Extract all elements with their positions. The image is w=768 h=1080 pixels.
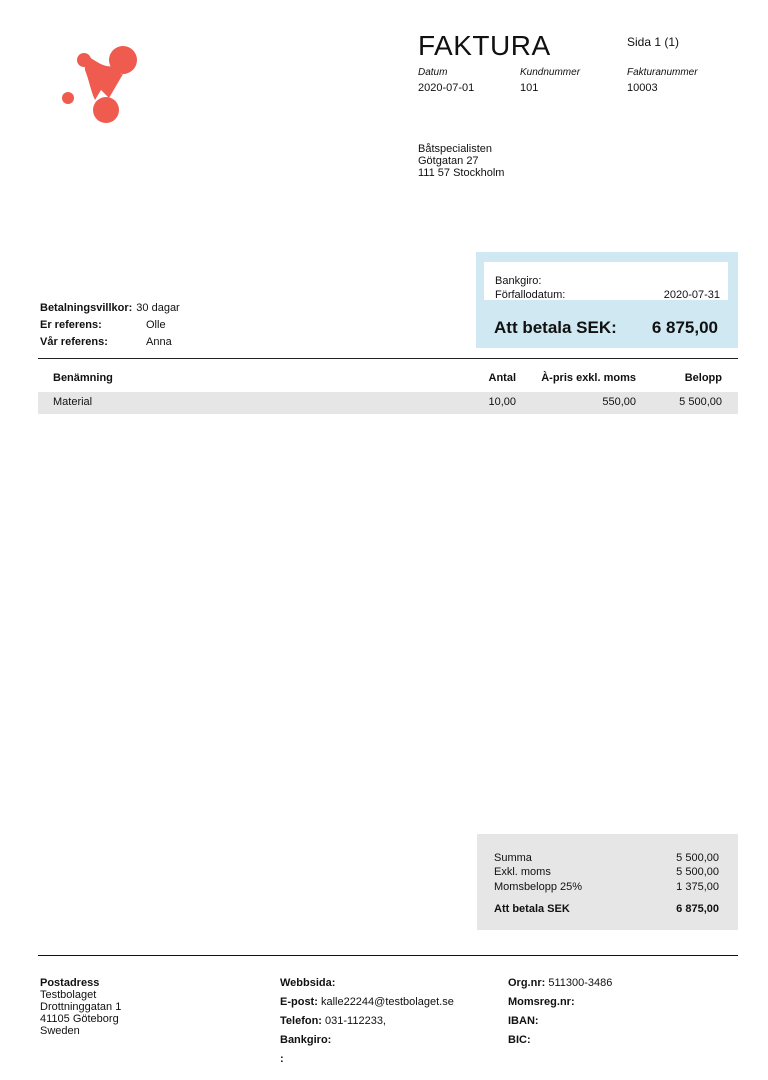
row-amount: 5 500,00 [679,396,722,408]
our-reference-label: Vår referens: [40,336,108,348]
customer-number-label: Kundnummer [520,67,581,78]
invoice-number-value: 10003 [627,82,658,94]
bankgiro-label: Bankgiro: [495,275,542,287]
footer-registration [508,977,612,1053]
vat-amount-value: 1 375,00 [676,881,719,893]
divider [38,358,738,359]
excl-vat-value: 5 500,00 [676,866,719,878]
footer-contact [280,977,454,1072]
iban-label: IBAN: [508,1015,539,1027]
company-country: Sweden [40,1025,80,1037]
footer-bankgiro-label: Bankgiro: [280,1034,332,1046]
footer-postal-address [40,977,121,1037]
postal-address-label: Postadress [40,977,100,989]
recipient-address [418,143,504,179]
payment-terms [40,300,180,351]
terms-value: 30 dagar [136,302,180,314]
footer-divider [38,955,738,956]
row-price: 550,00 [602,396,636,408]
our-reference-value: Anna [146,336,172,348]
col-price: À-pris exkl. moms [541,372,636,384]
recipient-name: Båtspecialisten [418,143,492,155]
invoice-title: FAKTURA [418,30,551,61]
table-row [38,392,738,414]
bic-label: BIC: [508,1034,531,1046]
row-qty: 10,00 [488,396,516,408]
website-label: Webbsida: [280,977,336,989]
org-number-label: Org.nr: [508,977,546,989]
terms-label: Betalningsvillkor: [40,302,133,314]
invoice-number-label: Fakturanummer [627,67,698,78]
col-amount: Belopp [684,372,722,384]
col-qty: Antal [488,372,516,384]
vat-amount-label: Momsbelopp 25% [494,881,583,893]
recipient-street: Götgatan 27 [418,155,479,167]
company-name: Testbolaget [40,989,97,1001]
due-date-value: 2020-07-31 [663,289,720,301]
summary-box [477,834,738,930]
recipient-city: 111 57 Stockholm [418,167,505,179]
date-label: Datum [418,67,448,78]
row-name: Material [53,396,93,408]
amount-due-value: 6 875,00 [651,318,718,337]
due-date-label: Förfallodatum: [495,289,566,301]
sum-value: 5 500,00 [676,852,719,864]
your-reference-value: Olle [146,319,166,331]
total-label: Att betala SEK [494,903,570,915]
phone-label: Telefon: [280,1015,322,1027]
company-street: Drottninggatan 1 [40,1001,122,1013]
phone-value: 031-112233, [325,1015,386,1027]
col-name: Benämning [53,372,113,384]
table-header [38,370,738,388]
excl-vat-label: Exkl. moms [494,866,551,878]
email-label: E-post: [280,996,318,1008]
email-value: kalle22244@testbolaget.se [320,996,454,1008]
total-value: 6 875,00 [676,903,719,915]
company-city: 41105 Göteborg [40,1013,119,1025]
sum-label: Summa [494,852,532,864]
company-logo [55,40,145,130]
vat-reg-label: Momsreg.nr: [508,996,575,1008]
org-number-value: 511300-3486 [548,977,613,989]
your-reference-label: Er referens: [40,319,102,331]
footer-colon: : [280,1053,284,1065]
logo-shape [62,46,137,123]
amount-due-label: Att betala SEK: [494,318,617,337]
page-number: Sida 1 (1) [627,35,680,49]
payment-box [476,252,738,348]
date-value: 2020-07-01 [418,82,475,94]
customer-number-value: 101 [520,82,539,94]
